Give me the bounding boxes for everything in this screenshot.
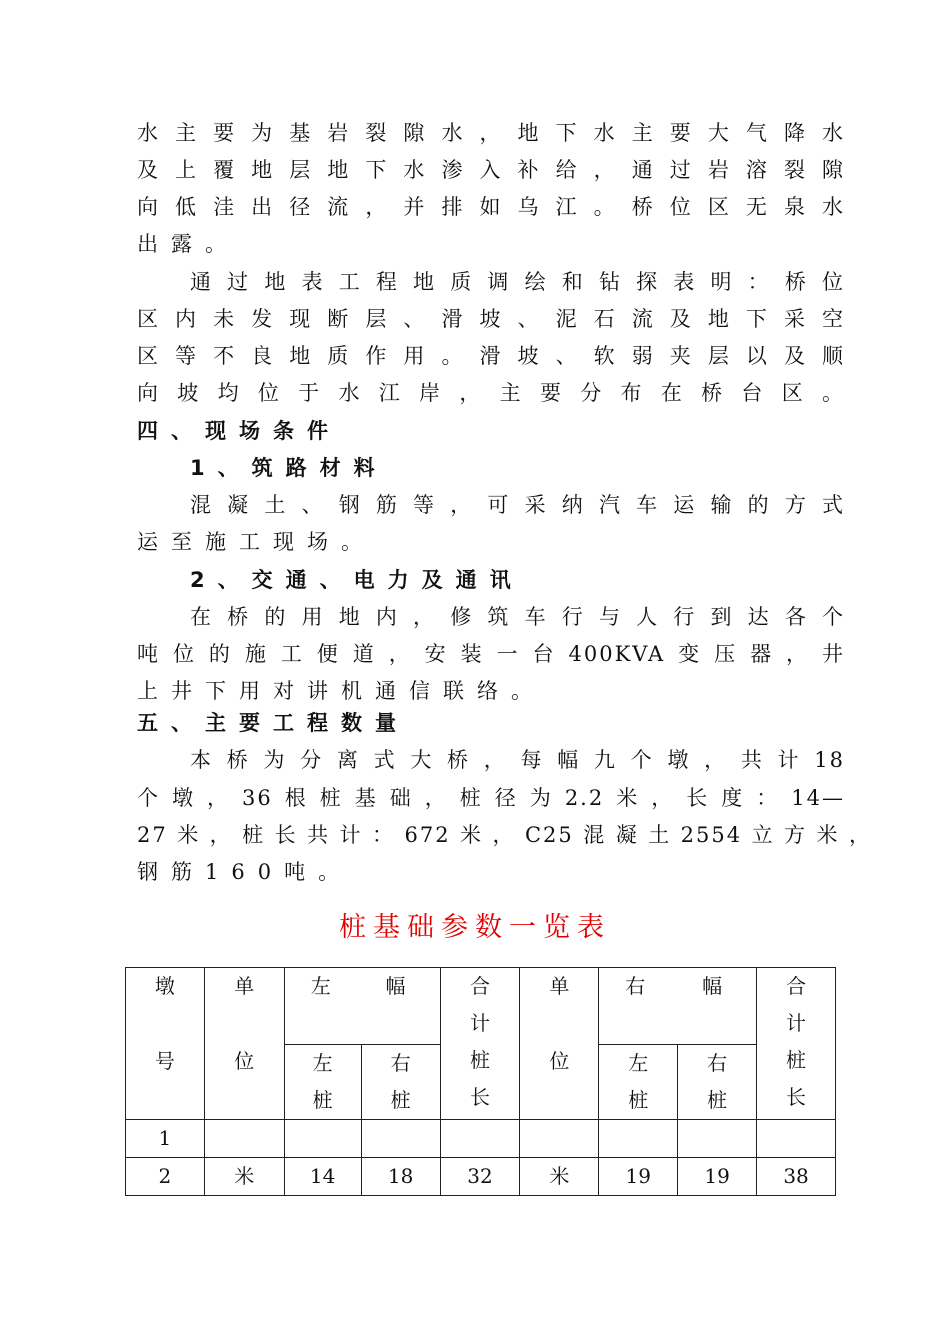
header-left-pile-right: 右 桩 [361,1045,440,1120]
header-left-group: 左 幅 [284,968,440,1045]
table-cell [284,1120,361,1158]
table-cell: 32 [440,1158,520,1196]
section4-sub2-line-1: 在桥的用地内，修筑车行与人行到达各个 [190,605,845,629]
section5-line-2: 个墩，36根桩基础，桩径为2.2米，长度：14— [137,786,845,810]
table-cell [204,1120,284,1158]
table-cell: 米 [520,1158,599,1196]
table-row [126,1120,836,1158]
paragraph2-line-2: 区内未发现断层、滑坡、泥石流及地下采空 [137,307,845,331]
header-left-total: 合 计 桩 长 [440,968,520,1120]
section4-sub1-heading: 1、筑路材料 [190,456,388,480]
header-unit-left: 单 位 [204,968,284,1120]
section5-line-4: 钢筋160吨。 [137,860,353,884]
table-cell: 19 [599,1158,678,1196]
paragraph2-line-1: 通过地表工程地质调绘和钻探表明：桥位 [190,270,845,294]
table-cell [440,1120,520,1158]
section4-sub1-line-1: 混凝土、钢筋等，可采纳汽车运输的方式 [190,493,845,517]
table-cell: 2 [126,1158,205,1196]
table-cell: 14 [284,1158,361,1196]
section4-sub2-line-2: 吨位的施工便道，安装一台400KVA变压器，井 [137,642,845,666]
section4-sub1-line-2: 运至施工现场。 [137,530,375,554]
paragraph2-line-3: 区等不良地质作用。滑坡、软弱夹层以及顺 [137,344,845,368]
header-unit-right: 单 位 [520,968,599,1120]
section5-heading: 五、主要工程数量 [137,711,409,735]
header-right-pile-right: 右 桩 [678,1045,757,1120]
table-cell: 38 [757,1158,836,1196]
paragraph2-line-4: 向坡均位于水江岸，主要分布在桥台区。 [137,381,845,405]
table-cell [599,1120,678,1158]
header-right-group: 右 幅 [599,968,757,1045]
table-row [126,1158,836,1196]
table-cell [757,1120,836,1158]
table-title: 桩基础参数一览表 [339,912,611,943]
table-cell [520,1120,599,1158]
section5-line-3: 27米，桩长共计：672米，C25混凝土2554立方米， [137,823,872,847]
paragraph1-line-1: 水主要为基岩裂隙水，地下水主要大气降水 [137,121,845,145]
section5-line-1: 本桥为分离式大桥，每幅九个墩，共计18 [190,748,845,772]
table-cell: 1 [126,1120,205,1158]
table-cell: 19 [678,1158,757,1196]
paragraph1-line-2: 及上覆地层地下水渗入补给，通过岩溶裂隙 [137,158,845,182]
table-header-row-1 [126,968,836,1045]
section4-sub2-line-3: 上井下用对讲机通信联络。 [137,679,545,703]
paragraph1-line-3: 向低洼出径流，并排如乌江。桥位区无泉水 [137,195,845,219]
pile-foundation-table [125,967,836,1196]
header-pier-no: 墩 号 [126,968,205,1120]
table-cell [361,1120,440,1158]
section4-heading: 四、现场条件 [137,419,341,443]
header-right-pile-left: 左 桩 [599,1045,678,1120]
table-cell: 18 [361,1158,440,1196]
header-left-pile-left: 左 桩 [284,1045,361,1120]
section4-sub2-heading: 2、交通、电力及通讯 [190,568,524,592]
header-right-total: 合 计 桩 长 [757,968,836,1120]
table-cell [678,1120,757,1158]
paragraph1-line-4: 出露。 [137,232,239,256]
table-cell: 米 [204,1158,284,1196]
